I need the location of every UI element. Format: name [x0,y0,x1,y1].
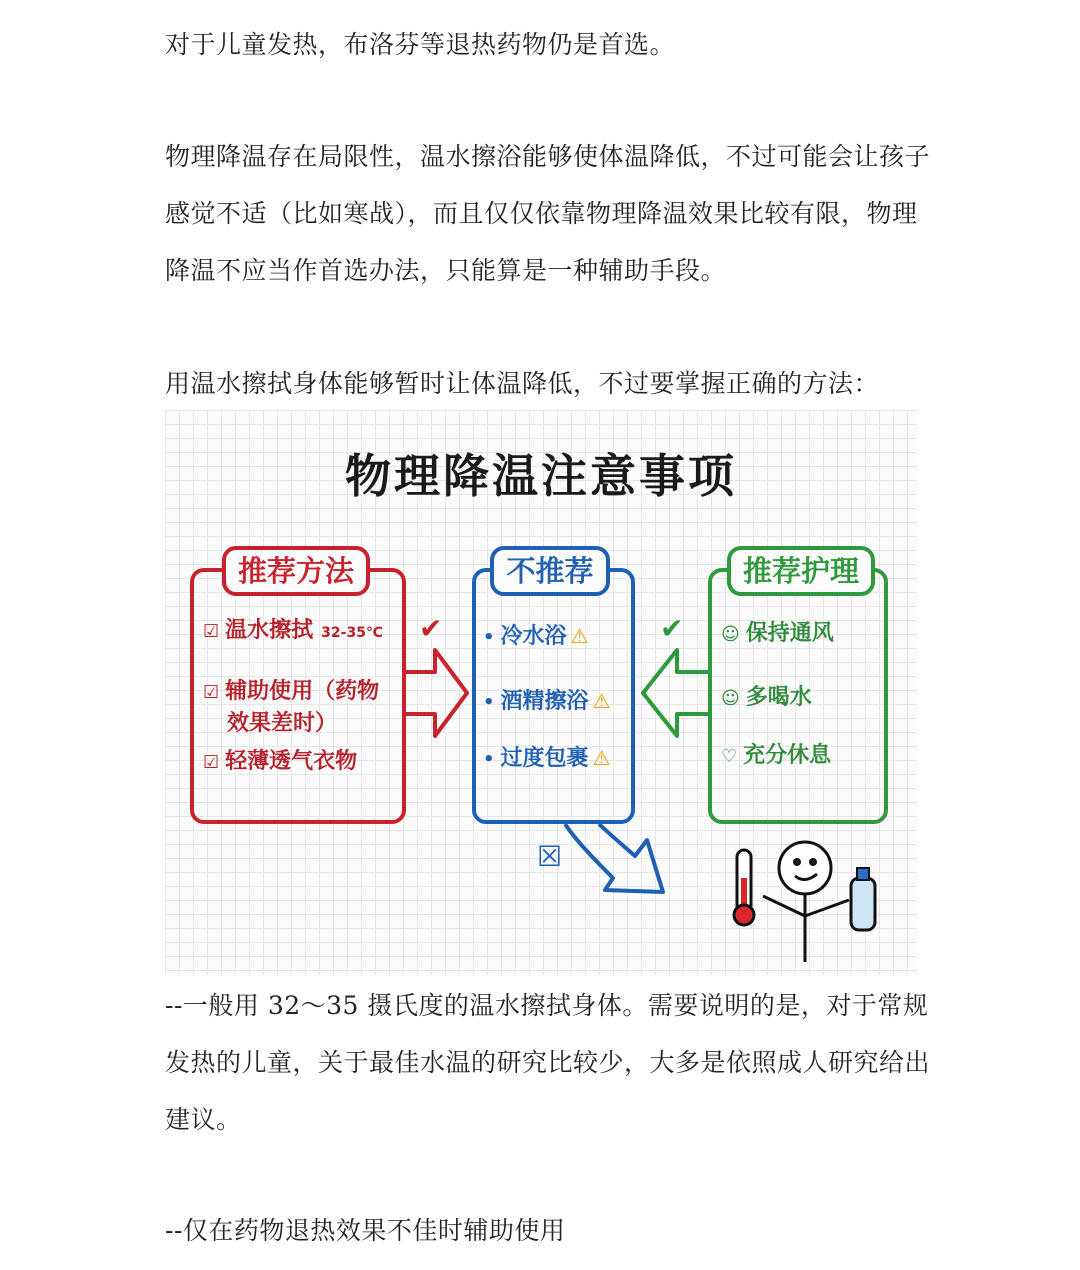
recommended-care-label: 推荐护理 [727,546,875,596]
water-bottle-icon [851,868,875,930]
text-line: --仅在药物退热效果不佳时辅助使用 [165,1216,566,1245]
text-line: 建议。 [165,1105,242,1134]
arrow-right-icon [406,650,467,736]
paragraph-physical-cooling-limits [165,128,931,299]
infographic-title: 物理降温注意事项 [345,449,737,503]
arrow-down-icon [565,824,663,892]
checkbox-icon: ☑ [203,752,220,773]
paragraph-auxiliary-use [165,1202,925,1259]
heart-icon: ♡ [721,746,738,767]
text-line: --一般用 32～35 摄氏度的温水擦拭身体。需要说明的是，对于常规 [165,991,929,1020]
paragraph-water-temperature [165,977,931,1148]
paragraph-first-choice [165,16,925,73]
checkbox-icon: ☑ [203,682,220,703]
warning-icon: ⚠ [592,746,611,770]
temperature-note: 32-35℃ [321,625,383,641]
not-recommended-item-cold-bath: • 冷水浴 ⚠ [483,620,588,654]
smile-icon: ☺ [721,624,740,645]
recommended-methods-label: 推荐方法 [222,546,370,596]
text-line: 发热的儿童，关于最佳水温的研究比较少，大多是依照成人研究给出 [165,1048,931,1077]
thermometer-icon [734,850,754,925]
care-item-ventilation: ☺ 保持通风 [721,618,834,651]
care-item-drink-water: ☺ 多喝水 [721,682,812,715]
text-line: 对于儿童发热，布洛芬等退热药物仍是首选。 [165,30,676,59]
method-item-auxiliary: ☑ 辅助使用（药物 [203,676,379,709]
method-item-auxiliary-cont: 效果差时） [227,711,338,736]
text-line: 降温不应当作首选办法，只能算是一种辅助手段。 [165,256,727,285]
text-line: 用温水擦拭身体能够暂时让体温降低，不过要掌握正确的方法： [165,369,880,398]
physical-cooling-infographic [165,410,917,975]
arrow-left-icon [643,650,708,736]
not-recommended-item-over-wrapping: • 过度包裹 ⚠ [483,742,610,776]
paragraph-correct-method-intro [165,355,925,412]
not-recommended-label: 不推荐 [490,546,610,596]
checkbox-icon: ☑ [203,621,220,642]
text-line: 感觉不适（比如寒战），而且仅仅依靠物理降温效果比较有限，物理 [165,199,918,228]
cross-box-icon: ☒ [537,840,563,873]
warning-icon: ⚠ [570,624,589,648]
check-mark-icon: ✔ [660,612,684,645]
smile-icon: ☺ [721,688,740,709]
check-mark-icon: ✔ [419,612,443,645]
care-item-rest: ♡ 充分休息 [721,740,831,773]
method-item-warm-water: ☑ 温水擦拭 32-35℃ [203,615,383,649]
method-item-light-clothing: ☑ 轻薄透气衣物 [203,746,357,779]
text-line: 物理降温存在局限性，温水擦浴能够使体温降低，不过可能会让孩子 [165,142,931,171]
stick-figure-illustration [763,842,849,962]
not-recommended-item-alcohol: • 酒精擦浴 ⚠ [483,685,610,719]
warning-icon: ⚠ [592,689,611,713]
